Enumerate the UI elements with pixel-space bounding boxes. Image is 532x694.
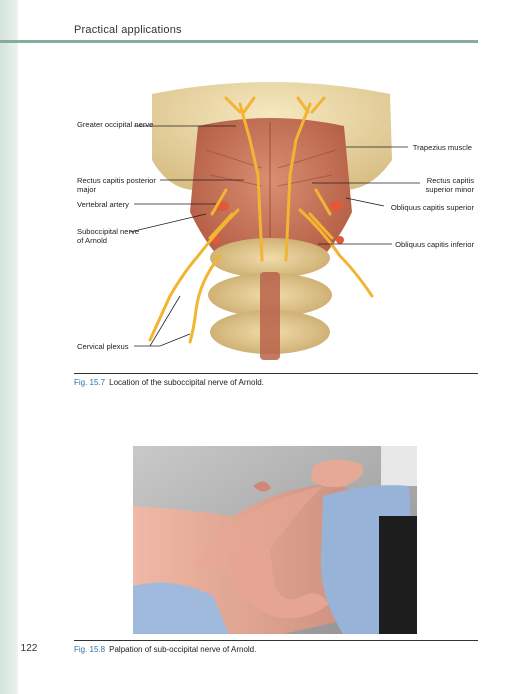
header-rule [0,40,478,43]
running-header: Practical applications [74,24,182,36]
label-vertebral-artery: Vertebral artery [77,200,129,209]
table-headrest [379,516,417,634]
caption-rule-1 [74,373,478,374]
caption-rule-2 [74,640,478,641]
figure-caption-1 [74,378,264,387]
vertebral-artery-right [329,201,343,211]
label-suboccipital-nerve-of-arnold: Suboccipital nerve of Arnold [77,227,140,245]
label-obliquus-capitis-superior: Obliquus capitis superior [390,203,474,212]
spinous-processes [260,272,280,360]
label-cervical-plexus: Cervical plexus [77,342,129,351]
figure-caption-2 [74,645,256,654]
caption-text: Palpation of sub-occipital nerve of Arnold. [109,645,257,654]
label-trapezius-muscle: Trapezius muscle [412,143,472,152]
caption-text: Location of the suboccipital nerve of Arnold. [109,378,264,387]
palpation-photo [133,446,417,634]
caption-number: Fig. 15.7 [74,378,106,387]
page-number: 122 [20,643,38,654]
label-rectus-capitis-posterior-major: Rectus capitis posterior major [77,176,156,194]
suboccipital-anatomy-illustration [0,60,532,370]
label-greater-occipital-nerve: Greater occipital nerve [77,120,154,129]
caption-number: Fig. 15.8 [74,645,106,654]
label-rectus-capitis-superior-minor: Rectus capitis superior minor [425,176,474,194]
label-obliquus-capitis-inferior: Obliquus capitis inferior [395,240,474,249]
